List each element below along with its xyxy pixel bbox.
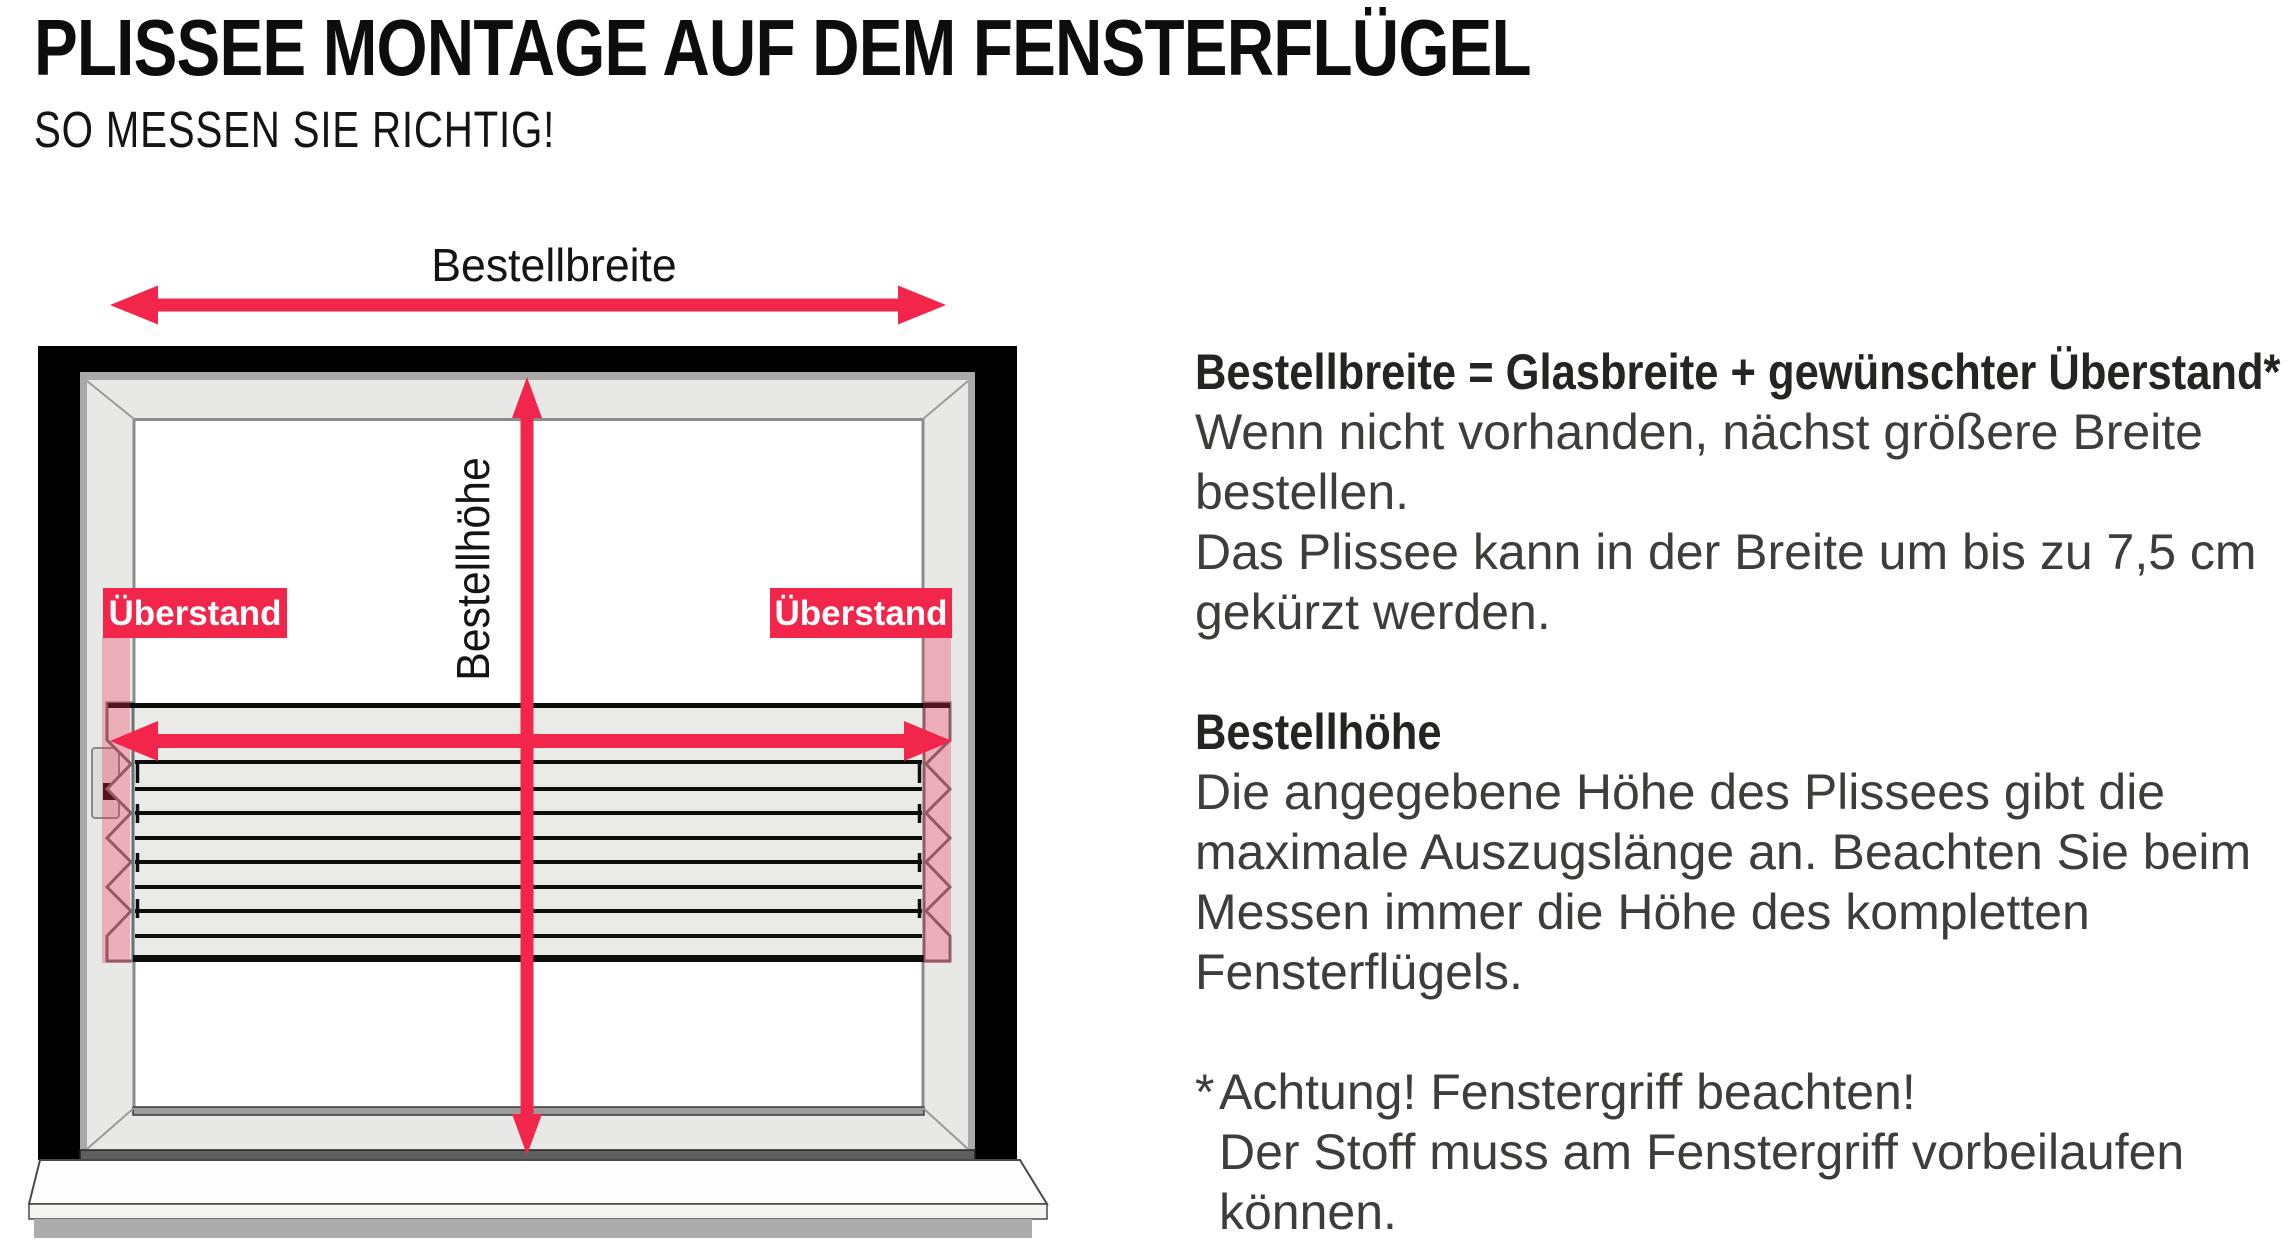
info-heading-bestellhoehe: Bestellhöhe <box>1195 704 1442 760</box>
footnote-asterisk: * <box>1195 1064 1215 1120</box>
width-dimension-label: Bestellbreite <box>431 239 677 292</box>
info-text-line: maximale Auszugslänge an. Beachten Sie beim <box>1195 824 2252 880</box>
bestellbreite-arrow-top <box>110 286 946 325</box>
info-text-line: Fensterflügels. <box>1195 944 1523 1000</box>
overhang-label-right-text: Überstand <box>774 594 948 633</box>
sill-front-edge <box>29 1204 1047 1219</box>
info-text-line: Die angegebene Höhe des Plissees gibt die <box>1195 764 2166 820</box>
overhang-strip-right <box>923 637 951 963</box>
footnote-line: Der Stoff muss am Fenstergriff vorbeilaufen <box>1219 1124 2185 1180</box>
paragraph-bestellbreite <box>1195 342 2288 642</box>
window-measurement-diagram <box>0 0 1100 1240</box>
height-dimension-label: Bestellhöhe <box>448 457 500 681</box>
info-text-line: Messen immer die Höhe des kompletten <box>1195 884 2090 940</box>
footnote <box>1195 1062 2288 1240</box>
overhang-label-left <box>103 588 287 638</box>
overhang-strip-left <box>102 637 130 963</box>
paragraph-bestellhoehe <box>1195 702 2288 1002</box>
footnote-line: können. <box>1219 1184 1397 1240</box>
footnote-text <box>1219 1062 2184 1240</box>
info-text-line: Das Plissee kann in der Breite um bis zu 7,5 cm <box>1195 524 2257 580</box>
page-subtitle: SO MESSEN SIE RICHTIG! <box>34 101 556 158</box>
window-sill <box>29 1160 1047 1238</box>
info-text-line: Wenn nicht vorhanden, nächst größere Breite <box>1195 404 2203 460</box>
info-column <box>1195 342 2288 1240</box>
sill-top <box>29 1160 1047 1204</box>
overhang-label-right <box>770 588 952 638</box>
sill-shadow <box>34 1219 1032 1238</box>
overhang-label-left-text: Überstand <box>108 594 282 633</box>
info-heading-bestellbreite: Bestellbreite = Glasbreite + gewünschter Überstand* <box>1195 344 2281 400</box>
footnote-line: Achtung! Fenstergriff beachten! <box>1219 1064 1916 1120</box>
page-title: PLISSEE MONTAGE AUF DEM FENSTERFLÜGEL <box>34 3 1531 92</box>
info-text-line: bestellen. <box>1195 464 1410 520</box>
info-text-line: gekürzt werden. <box>1195 584 1551 640</box>
